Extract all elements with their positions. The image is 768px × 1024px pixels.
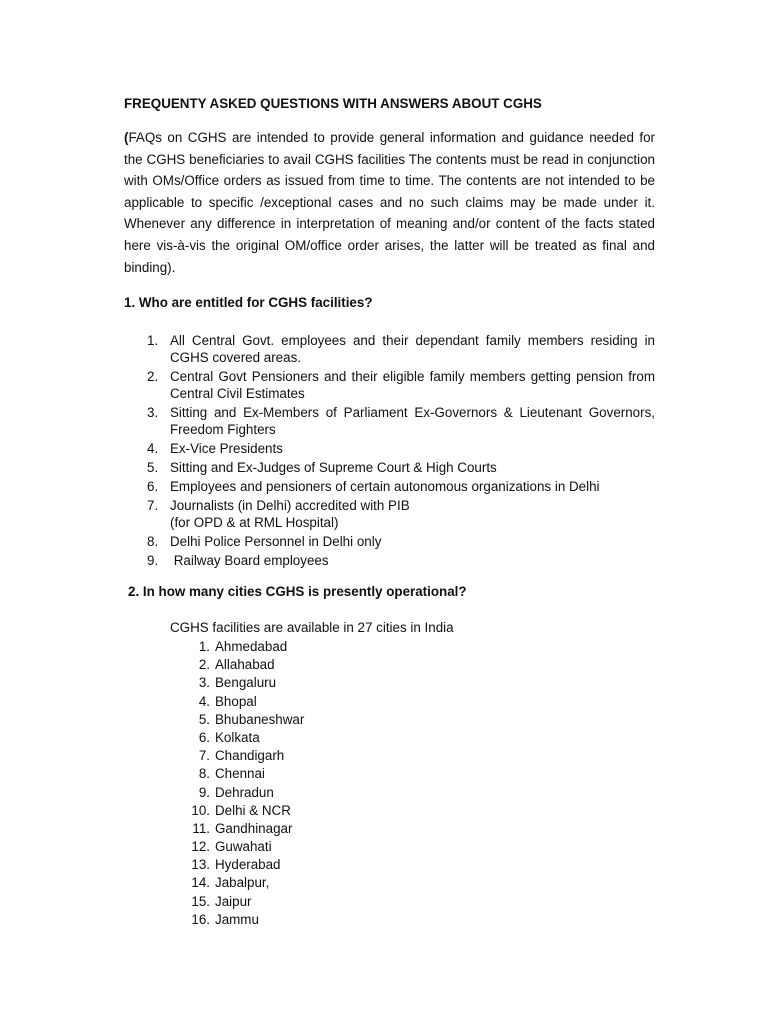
question-2-heading: 2. In how many cities CGHS is presently operational? (128, 584, 467, 599)
list-item: 7. Journalists (in Delhi) accredited with PIB (for OPD & at RML Hospital) (147, 498, 410, 530)
list-item: 13. Hyderabad (191, 857, 281, 873)
intro-open-paren: ( (124, 130, 129, 145)
intro-paragraph (124, 127, 655, 278)
list-item: 3. Bengaluru (198, 675, 277, 691)
list-item: 4. Ex-Vice Presidents (147, 441, 283, 456)
list-item-subnote: (for OPD & at RML Hospital) (170, 515, 339, 530)
list-item: 6. Employees and pensioners of certain autonomous organizations in Delhi (147, 479, 600, 494)
list-item: 1. All Central Govt. employees and their dependant family members residing in CGHS covered areas. (147, 333, 655, 365)
list-item: 8. Delhi Police Personnel in Delhi only (147, 534, 382, 549)
list-item: 12. Guwahati (191, 839, 272, 855)
list-item: 15. Jaipur (191, 893, 252, 909)
list-item: 6. Kolkata (198, 729, 260, 745)
question-1-heading: 1. Who are entitled for CGHS facilities? (124, 295, 373, 310)
list-item: 16. Jammu (191, 911, 259, 927)
entitled-list (147, 332, 655, 569)
list-item: 3. Sitting and Ex-Members of Parliament Ex-Governors & Lieutenant Governors, Freedom Fighters (147, 405, 655, 437)
cities-lead-text: CGHS facilities are available in 27 cities in India (170, 620, 454, 635)
list-item: 10. Delhi & NCR (191, 802, 291, 818)
list-item: 8. Chennai (198, 766, 265, 782)
list-item: 5. Sitting and Ex-Judges of Supreme Court & High Courts (147, 460, 497, 475)
list-item: 1. Ahmedabad (198, 639, 288, 654)
list-item: 11. Gandhinagar (192, 820, 293, 836)
list-item: 7. Chandigarh (198, 748, 285, 764)
list-item: 14. Jabalpur, (191, 875, 270, 891)
list-item: 9. Railway Board employees (147, 553, 329, 568)
list-item: 4. Bhopal (198, 693, 257, 709)
list-item: 5. Bhubaneshwar (198, 711, 305, 727)
list-item: 2. Allahabad (198, 657, 275, 673)
document-title: FREQUENTY ASKED QUESTIONS WITH ANSWERS ABOUT CGHS (124, 96, 542, 111)
list-item: 2. Central Govt Pensioners and their eligible family members getting pension from Central Civil Estimates (147, 369, 655, 401)
list-item: 9. Dehradun (198, 784, 274, 800)
cities-list (170, 638, 304, 929)
intro-text: FAQs on CGHS are intended to provide general information and guidance needed for the CGHS beneficiaries to avail CGHS facilities The contents must be read in conjunction with OMs/Office orders as issued from time to time. The contents are not intended to be applicable to specific /exceptional cases and no such claims may be made under it. Whenever any difference in interpretation of meaning and/or content of the facts stated here vis-à-vis the original OM/office order arises, the latter will be treated as final and binding). (124, 130, 655, 275)
